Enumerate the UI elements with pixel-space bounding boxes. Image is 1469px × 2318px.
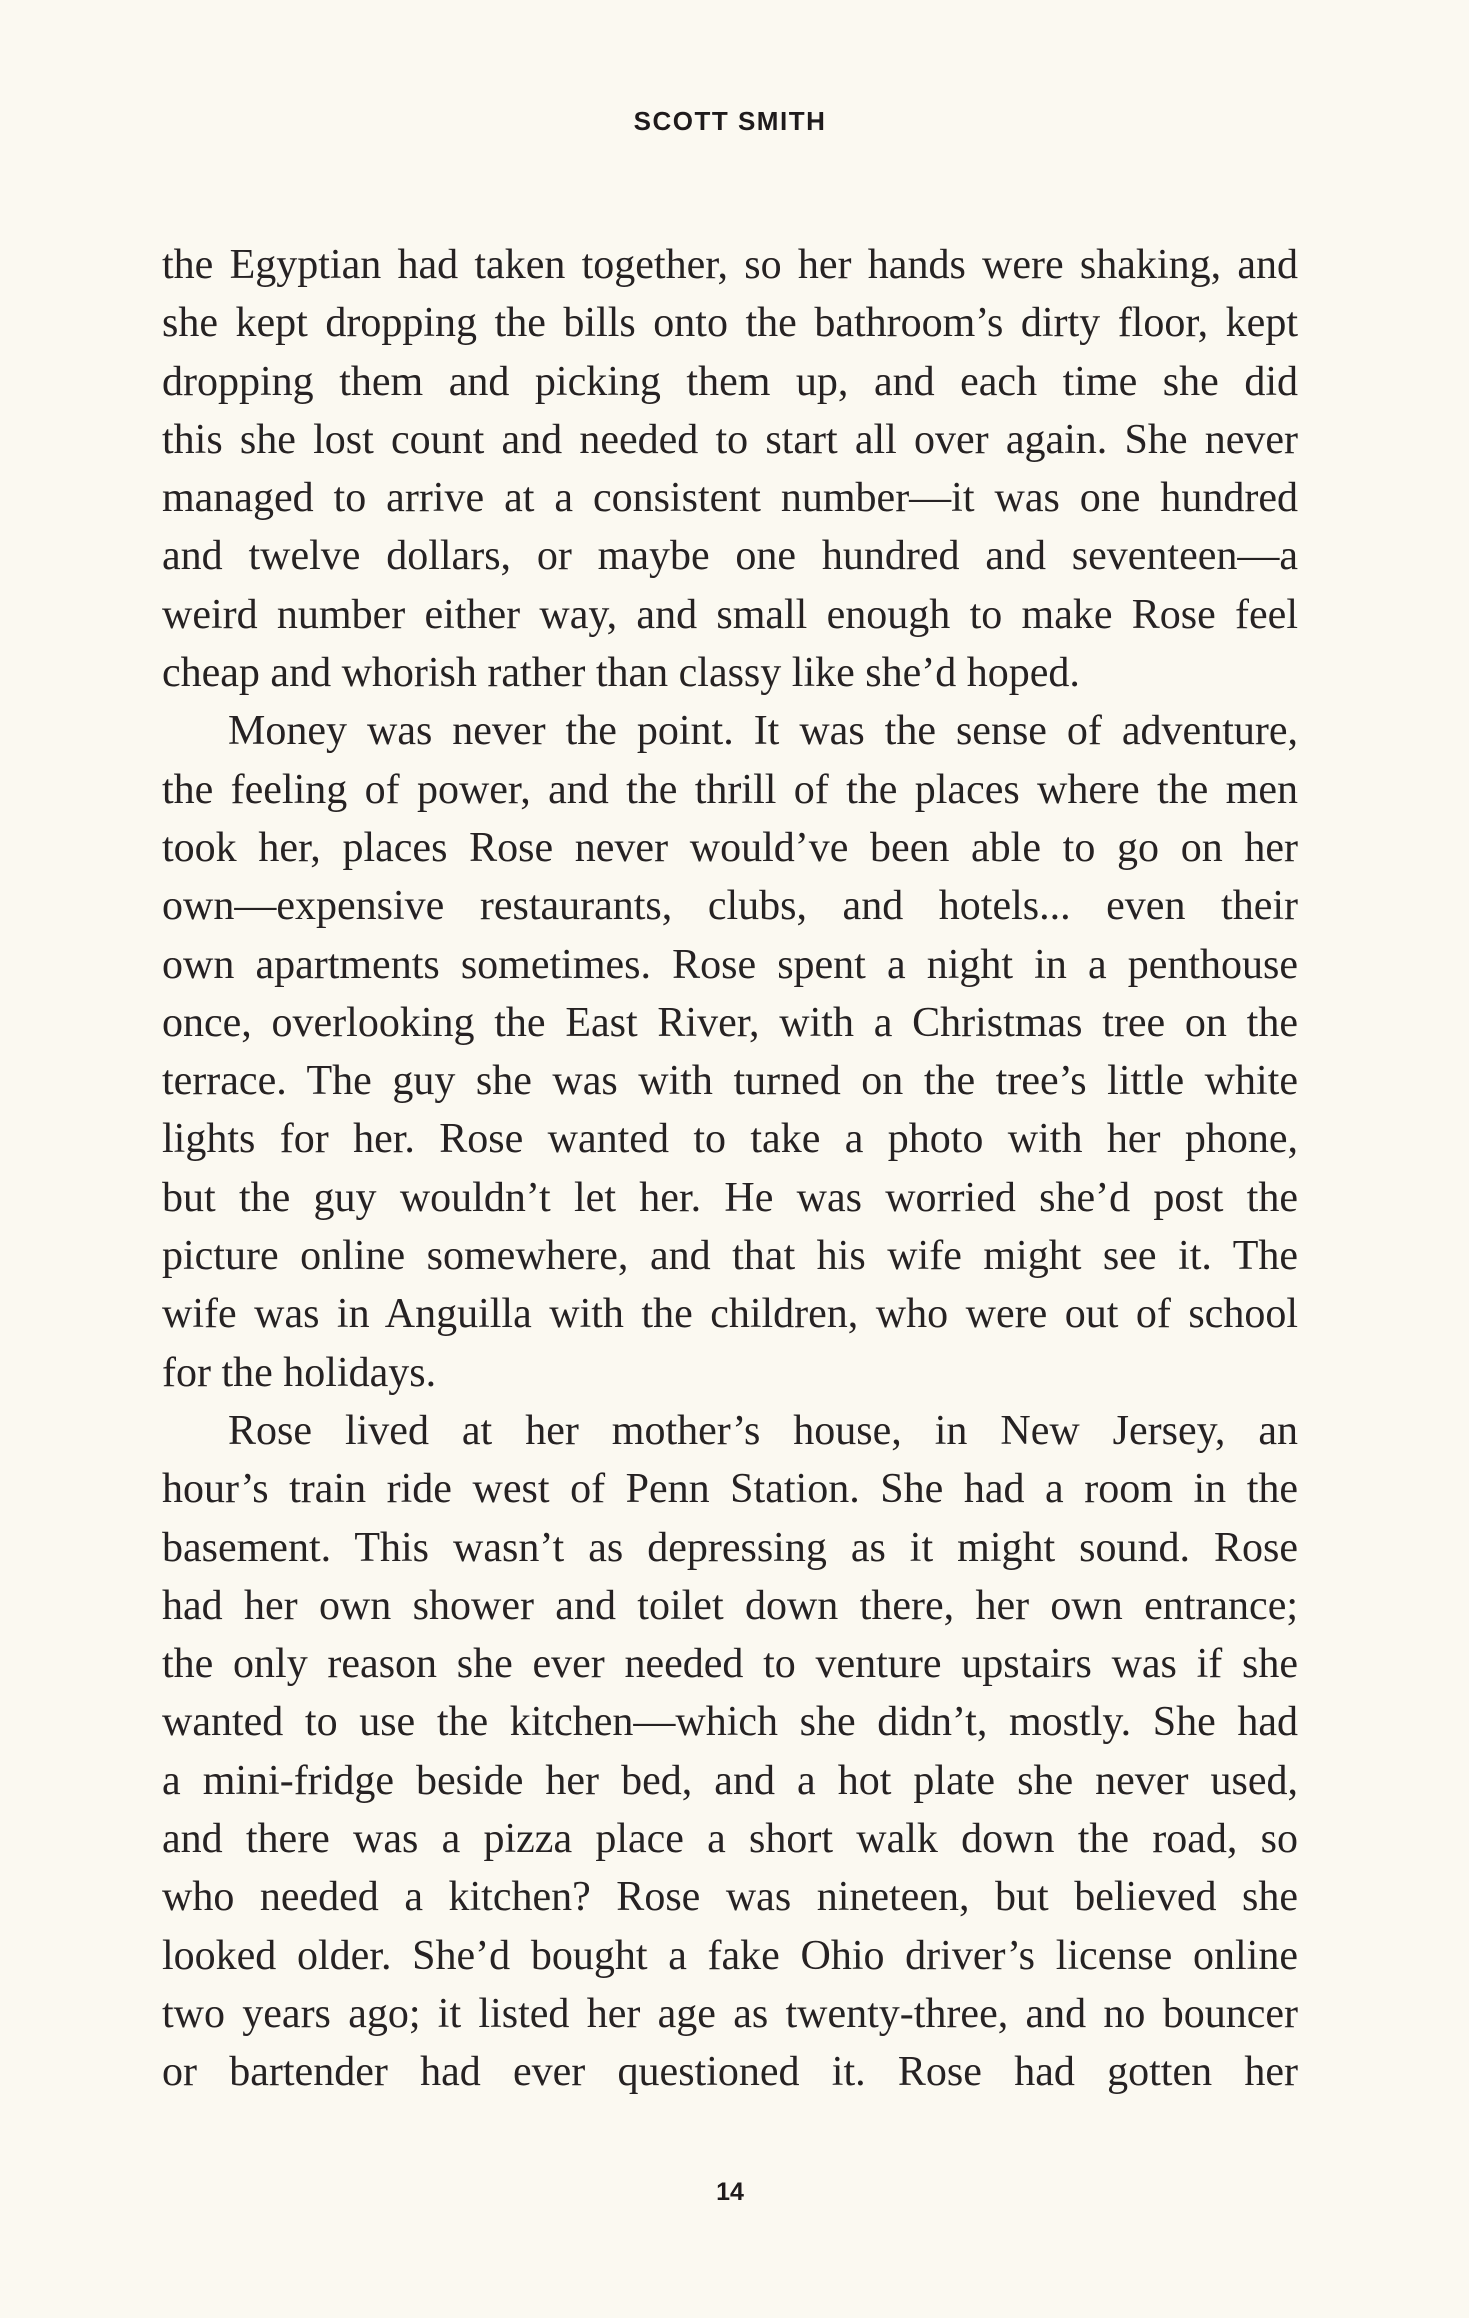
text-line: she kept dropping the bills onto the bathroom’s dirty floor, kept bbox=[162, 300, 1298, 347]
text-line: terrace. The guy she was with turned on the tree’s little white bbox=[162, 1058, 1298, 1105]
text-line: wife was in Anguilla with the children, who were out of school bbox=[162, 1291, 1298, 1338]
text-line: managed to arrive at a consistent number—it was one hundred bbox=[162, 475, 1298, 522]
text-line: but the guy wouldn’t let her. He was worried she’d post the bbox=[162, 1174, 1298, 1221]
running-head: SCOTT SMITH bbox=[633, 106, 827, 136]
text-line: picture online somewhere, and that his wife might see it. The bbox=[162, 1233, 1298, 1280]
text-line: looked older. She’d bought a fake Ohio driver’s license online bbox=[162, 1932, 1298, 1979]
paragraph-1 bbox=[162, 236, 1298, 702]
text-line: hour’s train ride west of Penn Station. She had a room in the bbox=[162, 1466, 1298, 1513]
paragraph-3 bbox=[162, 1402, 1298, 2102]
text-line: the feeling of power, and the thrill of the places where the men bbox=[162, 766, 1298, 813]
text-line: and there was a pizza place a short walk down the road, so bbox=[162, 1816, 1298, 1863]
text-line: weird number either way, and small enough to make Rose feel bbox=[162, 591, 1298, 638]
text-line: basement. This wasn’t as depressing as it might sound. Rose bbox=[162, 1524, 1298, 1571]
text-line: cheap and whorish rather than classy like she’d hoped. bbox=[162, 650, 1080, 697]
text-line: and twelve dollars, or maybe one hundred and seventeen—a bbox=[162, 533, 1298, 580]
text-line: wanted to use the kitchen—which she didn’t, mostly. She had bbox=[162, 1699, 1298, 1746]
page-number: 14 bbox=[716, 2178, 744, 2206]
paragraph-2 bbox=[162, 702, 1298, 1402]
body-text bbox=[162, 236, 1298, 2102]
text-line: lights for her. Rose wanted to take a photo with her phone, bbox=[162, 1116, 1298, 1163]
text-line: this she lost count and needed to start all over again. She never bbox=[162, 416, 1298, 463]
text-line: dropping them and picking them up, and each time she did bbox=[162, 358, 1298, 405]
text-line: Money was never the point. It was the sense of adventure, bbox=[228, 708, 1298, 755]
text-line: had her own shower and toilet down there, her own entrance; bbox=[162, 1582, 1298, 1629]
text-line: own—expensive restaurants, clubs, and hotels... even their bbox=[162, 883, 1298, 930]
text-line: the only reason she ever needed to venture upstairs was if she bbox=[162, 1641, 1298, 1688]
text-line: or bartender had ever questioned it. Rose had gotten her bbox=[162, 2049, 1298, 2096]
text-line: Rose lived at her mother’s house, in New Jersey, an bbox=[228, 1407, 1298, 1454]
text-line: two years ago; it listed her age as twenty-three, and no bouncer bbox=[162, 1990, 1298, 2037]
text-line: the Egyptian had taken together, so her hands were shaking, and bbox=[162, 242, 1298, 288]
text-line: once, overlooking the East River, with a Christmas tree on the bbox=[162, 999, 1298, 1046]
text-line: a mini-fridge beside her bed, and a hot plate she never used, bbox=[162, 1757, 1298, 1804]
text-line: who needed a kitchen? Rose was nineteen, but believed she bbox=[162, 1874, 1298, 1921]
text-line: own apartments sometimes. Rose spent a night in a penthouse bbox=[162, 941, 1298, 988]
text-line: for the holidays. bbox=[162, 1349, 437, 1396]
text-line: took her, places Rose never would’ve been able to go on her bbox=[162, 824, 1298, 871]
